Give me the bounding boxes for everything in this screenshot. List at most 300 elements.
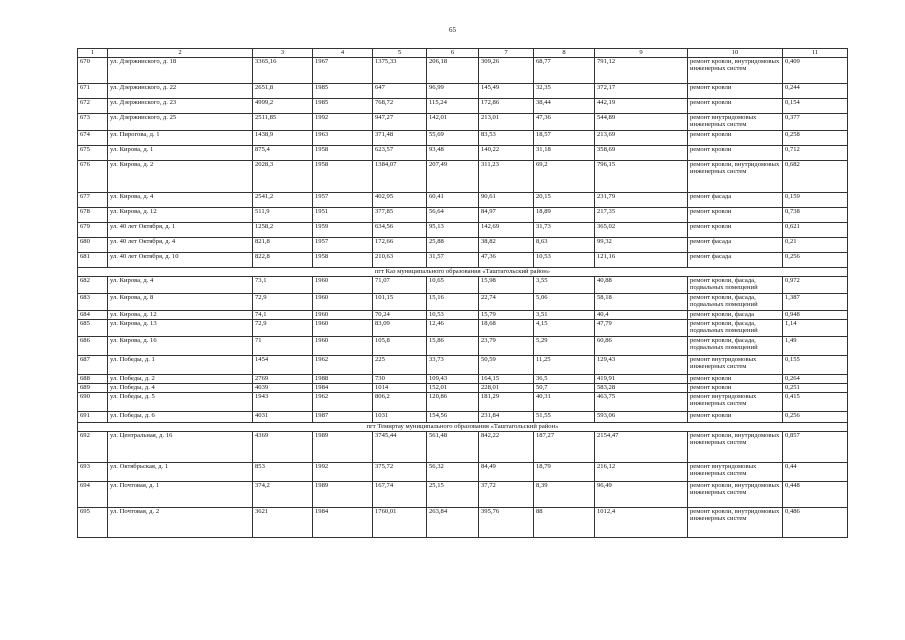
table-cell: 1014 [373, 384, 427, 393]
table-cell: 4039 [253, 384, 313, 393]
table-cell: 402,95 [373, 193, 427, 208]
table-cell: ул. Победы, д. 2 [108, 375, 253, 384]
table-cell: 672 [78, 99, 108, 114]
table-cell: 120,86 [427, 393, 479, 412]
table-cell: 74,1 [253, 311, 313, 320]
table-cell: 2541,2 [253, 193, 313, 208]
table-cell: ремонт кровли [688, 223, 783, 238]
table-cell: 0,948 [783, 311, 848, 320]
table-cell: ремонт кровли [688, 384, 783, 393]
table-cell: 358,69 [595, 146, 688, 161]
table-cell: 47,79 [595, 320, 688, 337]
table-cell: 1988 [313, 375, 373, 384]
table-cell: ремонт кровли, фасада, подвальных помещений [688, 320, 783, 337]
table-cell: 5,06 [534, 294, 595, 311]
table-cell: 93,48 [427, 146, 479, 161]
table-cell: 15,98 [479, 277, 534, 294]
table-cell: 1,49 [783, 337, 848, 356]
table-cell: 0,251 [783, 384, 848, 393]
table-cell: 140,22 [479, 146, 534, 161]
table-cell: 2651,8 [253, 84, 313, 99]
table-cell: 216,12 [595, 463, 688, 482]
column-number-cell: 7 [479, 49, 534, 58]
table-cell: 821,8 [253, 238, 313, 253]
table-cell: 1960 [313, 320, 373, 337]
table-cell: ул. Кирова, д. 12 [108, 311, 253, 320]
table-cell: 2769 [253, 375, 313, 384]
table-cell: 822,8 [253, 253, 313, 268]
table-cell: 678 [78, 208, 108, 223]
table-cell: 263,84 [427, 508, 479, 538]
table-cell: 677 [78, 193, 108, 208]
table-cell: 676 [78, 161, 108, 193]
column-number-cell: 5 [373, 49, 427, 58]
table-cell: 18,89 [534, 208, 595, 223]
table-cell: 2028,3 [253, 161, 313, 193]
table-cell: ремонт фасада [688, 253, 783, 268]
table-cell: 1384,07 [373, 161, 427, 193]
table-cell: 1992 [313, 463, 373, 482]
table-cell: ул. 40 лет Октября, д. 4 [108, 238, 253, 253]
table-cell: 90,61 [479, 193, 534, 208]
table-cell: 96,99 [427, 84, 479, 99]
table-cell: 18,68 [479, 320, 534, 337]
table-cell: ремонт кровли, внутридомовых инженерных систем [688, 482, 783, 508]
table-cell: 40,88 [595, 277, 688, 294]
table-cell: 18,79 [534, 463, 595, 482]
table-cell: 670 [78, 58, 108, 84]
table-cell: 0,159 [783, 193, 848, 208]
table-cell: 683 [78, 294, 108, 311]
table-cell: 72,9 [253, 320, 313, 337]
column-number-cell: 4 [313, 49, 373, 58]
table-cell: 309,26 [479, 58, 534, 84]
table-cell: 72,9 [253, 294, 313, 311]
table-cell: 0,21 [783, 238, 848, 253]
table-cell: ремонт кровли, фасада, подвальных помещений [688, 294, 783, 311]
table-cell: 623,57 [373, 146, 427, 161]
column-number-cell: 8 [534, 49, 595, 58]
table-cell: 15,16 [427, 294, 479, 311]
table-cell: 31,18 [534, 146, 595, 161]
table-cell: 4,15 [534, 320, 595, 337]
column-number-row [78, 49, 848, 58]
table-cell: 419,91 [595, 375, 688, 384]
table-cell: 0,256 [783, 412, 848, 423]
table-cell: 32,35 [534, 84, 595, 99]
table-row [78, 58, 848, 84]
table-row [78, 412, 848, 423]
table-cell: ул. Победы, д. 1 [108, 356, 253, 375]
table-cell: 84,49 [479, 463, 534, 482]
table-cell: 1957 [313, 238, 373, 253]
table-cell: 1031 [373, 412, 427, 423]
table-cell: 1992 [313, 114, 373, 131]
table-cell: 121,16 [595, 253, 688, 268]
table-cell: 375,72 [373, 463, 427, 482]
table-cell: ул. Кирова, д. 16 [108, 337, 253, 356]
table-cell: 0,409 [783, 58, 848, 84]
column-number-cell: 10 [688, 49, 783, 58]
table-cell: 2511,85 [253, 114, 313, 131]
table-cell: 442,19 [595, 99, 688, 114]
table-cell: ул. Кирова, д. 4 [108, 193, 253, 208]
table-cell: 1959 [313, 223, 373, 238]
table-cell: 38,82 [479, 238, 534, 253]
table-cell: ремонт кровли [688, 99, 783, 114]
table-row [78, 337, 848, 356]
table-cell: 675 [78, 146, 108, 161]
table-cell: 40,31 [534, 393, 595, 412]
table-cell: ремонт кровли, внутридомовых инженерных систем [688, 58, 783, 84]
table-row [78, 294, 848, 311]
table-cell: 23,79 [479, 337, 534, 356]
column-number-cell: 2 [108, 49, 253, 58]
table-cell: 1,387 [783, 294, 848, 311]
table-cell: ул. Октябрьская, д. 1 [108, 463, 253, 482]
table-row [78, 238, 848, 253]
table-cell: 70,24 [373, 311, 427, 320]
table-cell: 145,49 [479, 84, 534, 99]
table-cell: 694 [78, 482, 108, 508]
table-cell: 167,74 [373, 482, 427, 508]
table-cell: 10,53 [534, 253, 595, 268]
table-cell: ремонт кровли [688, 412, 783, 423]
table-row [78, 114, 848, 131]
table-cell: 50,7 [534, 384, 595, 393]
table-cell: 1375,33 [373, 58, 427, 84]
table-cell: 768,72 [373, 99, 427, 114]
table-cell: 395,76 [479, 508, 534, 538]
table-cell: 31,57 [427, 253, 479, 268]
table-row [78, 311, 848, 320]
table-cell: ремонт фасада [688, 193, 783, 208]
table-cell: 0,486 [783, 508, 848, 538]
table-cell: ул. Дзержинского, д. 22 [108, 84, 253, 99]
table-cell: ремонт кровли, фасада, подвальных помещений [688, 277, 783, 294]
table-cell: 83,53 [479, 131, 534, 146]
table-cell: 1258,2 [253, 223, 313, 238]
table-cell: 947,27 [373, 114, 427, 131]
table-cell: 853 [253, 463, 313, 482]
table-cell: 511,9 [253, 208, 313, 223]
table-cell: 875,4 [253, 146, 313, 161]
table-cell: 0,44 [783, 463, 848, 482]
table-cell: 1960 [313, 294, 373, 311]
column-number-cell: 11 [783, 49, 848, 58]
table-cell: 684 [78, 311, 108, 320]
table-cell: 693 [78, 463, 108, 482]
table-cell: 1958 [313, 253, 373, 268]
table-row [78, 223, 848, 238]
table-cell: 213,01 [479, 114, 534, 131]
table-cell: 647 [373, 84, 427, 99]
table-cell: 228,01 [479, 384, 534, 393]
table-row [78, 277, 848, 294]
table-cell: 0,712 [783, 146, 848, 161]
table-cell: 10,65 [427, 277, 479, 294]
table-cell: 0,857 [783, 432, 848, 463]
table-cell: 1985 [313, 99, 373, 114]
table-cell: 105,8 [373, 337, 427, 356]
table-cell: ремонт фасада [688, 238, 783, 253]
table-row [78, 393, 848, 412]
table-cell: 181,29 [479, 393, 534, 412]
table-cell: 4031 [253, 412, 313, 423]
table-cell: 56,64 [427, 208, 479, 223]
table-cell: 60,86 [595, 337, 688, 356]
table-row [78, 384, 848, 393]
table-cell: ул. Кирова, д. 13 [108, 320, 253, 337]
table-cell: 3,51 [534, 311, 595, 320]
table-cell: 142,01 [427, 114, 479, 131]
table-cell: ремонт кровли, фасада, подвальных помещений [688, 337, 783, 356]
table-cell: 142,69 [479, 223, 534, 238]
table-cell: 690 [78, 393, 108, 412]
section-title: пгт Каз муниципального образования «Таштагольский район» [78, 268, 848, 277]
table-cell: 51,55 [534, 412, 595, 423]
table-cell: 673 [78, 114, 108, 131]
table-cell: ул. Победы, д. 5 [108, 393, 253, 412]
table-row [78, 146, 848, 161]
table-cell: 3,55 [534, 277, 595, 294]
table-cell: ул. Кирова, д. 4 [108, 277, 253, 294]
table-cell: ул. 40 лет Октября, д. 10 [108, 253, 253, 268]
table-cell: 689 [78, 384, 108, 393]
table-cell: ремонт внутридомовых инженерных систем [688, 393, 783, 412]
table-cell: 154,56 [427, 412, 479, 423]
table-cell: 796,15 [595, 161, 688, 193]
table-cell: 680 [78, 238, 108, 253]
table-cell: 371,48 [373, 131, 427, 146]
table-cell: 129,43 [595, 356, 688, 375]
table-cell: 1987 [313, 412, 373, 423]
table-cell: 1958 [313, 146, 373, 161]
table-cell: 71,07 [373, 277, 427, 294]
table-row [78, 482, 848, 508]
table-cell: 0,621 [783, 223, 848, 238]
table-cell: 217,35 [595, 208, 688, 223]
table-cell: ремонт кровли [688, 375, 783, 384]
table-cell: 593,06 [595, 412, 688, 423]
table-cell: 1957 [313, 193, 373, 208]
table-row [78, 432, 848, 463]
table-cell: 68,77 [534, 58, 595, 84]
table-cell: 686 [78, 337, 108, 356]
table-cell: 231,79 [595, 193, 688, 208]
table-cell: 1962 [313, 393, 373, 412]
table-row [78, 161, 848, 193]
table-cell: 25,88 [427, 238, 479, 253]
table-cell: 58,18 [595, 294, 688, 311]
table-cell: ремонт кровли [688, 146, 783, 161]
table-cell: 225 [373, 356, 427, 375]
table-cell: 0,258 [783, 131, 848, 146]
table-cell: 842,22 [479, 432, 534, 463]
table-cell: 36,5 [534, 375, 595, 384]
table-cell: 172,66 [373, 238, 427, 253]
table-cell: 31,73 [534, 223, 595, 238]
table-cell: 187,27 [534, 432, 595, 463]
table-row [78, 320, 848, 337]
table-cell: ул. Кирова, д. 1 [108, 146, 253, 161]
table-cell: 681 [78, 253, 108, 268]
table-cell: ремонт кровли [688, 84, 783, 99]
table-cell: 1984 [313, 508, 373, 538]
table-cell: 56,32 [427, 463, 479, 482]
table-row [78, 208, 848, 223]
table-cell: ул. 40 лет Октября, д. 1 [108, 223, 253, 238]
table-cell: ул. Почтовая, д. 2 [108, 508, 253, 538]
table-cell: 96,49 [595, 482, 688, 508]
table-cell: 95,13 [427, 223, 479, 238]
table-row [78, 356, 848, 375]
table-cell: 109,43 [427, 375, 479, 384]
table-cell: 115,24 [427, 99, 479, 114]
table-cell: 83,09 [373, 320, 427, 337]
table-cell: 231,84 [479, 412, 534, 423]
table-cell: 692 [78, 432, 108, 463]
table-cell: ремонт внутридомовых инженерных систем [688, 463, 783, 482]
table-cell: ремонт кровли [688, 208, 783, 223]
table-body [78, 49, 848, 538]
column-number-cell: 1 [78, 49, 108, 58]
table-cell: 18,57 [534, 131, 595, 146]
table-row [78, 463, 848, 482]
table-cell: 55,69 [427, 131, 479, 146]
table-cell: 1760,01 [373, 508, 427, 538]
table-cell: 583,28 [595, 384, 688, 393]
table-cell: 12,46 [427, 320, 479, 337]
table-cell: 99,32 [595, 238, 688, 253]
table-cell: 88 [534, 508, 595, 538]
table-cell: 1984 [313, 384, 373, 393]
table-cell: ремонт кровли, внутридомовых инженерных систем [688, 508, 783, 538]
table-cell: 3621 [253, 508, 313, 538]
table-cell: 1963 [313, 131, 373, 146]
table-cell: 47,36 [479, 253, 534, 268]
table-cell: 69,2 [534, 161, 595, 193]
page-number: 65 [449, 26, 456, 34]
table-cell: 791,12 [595, 58, 688, 84]
table-row [78, 84, 848, 99]
column-number-cell: 6 [427, 49, 479, 58]
table-cell: 0,738 [783, 208, 848, 223]
table-row [78, 193, 848, 208]
table-cell: ул. Победы, д. 6 [108, 412, 253, 423]
table-cell: 695 [78, 508, 108, 538]
table-cell: 38,44 [534, 99, 595, 114]
table-cell: ремонт кровли [688, 131, 783, 146]
table-cell: 73,1 [253, 277, 313, 294]
table-cell: 1989 [313, 432, 373, 463]
table-cell: 84,97 [479, 208, 534, 223]
table-cell: 4369 [253, 432, 313, 463]
table-cell: 15,86 [427, 337, 479, 356]
table-cell: 20,15 [534, 193, 595, 208]
table-cell: 213,69 [595, 131, 688, 146]
table-cell: 25,15 [427, 482, 479, 508]
table-cell: 101,15 [373, 294, 427, 311]
table-cell: ул. Кирова, д. 8 [108, 294, 253, 311]
table-cell: 1960 [313, 277, 373, 294]
table-cell: ремонт внутридомовых инженерных систем [688, 356, 783, 375]
table-cell: 544,89 [595, 114, 688, 131]
table-cell: 377,85 [373, 208, 427, 223]
table-cell: 2154,47 [595, 432, 688, 463]
table-row [78, 508, 848, 538]
table-cell: 1989 [313, 482, 373, 508]
table-row [78, 253, 848, 268]
table-cell: 1943 [253, 393, 313, 412]
table-cell: 0,155 [783, 356, 848, 375]
table-cell: 0,264 [783, 375, 848, 384]
table-cell: 40,4 [595, 311, 688, 320]
table-cell: ул. Дзержинского, д. 25 [108, 114, 253, 131]
table-cell: 806,2 [373, 393, 427, 412]
table-cell: 374,2 [253, 482, 313, 508]
section-header-row [78, 423, 848, 432]
table-cell: ул. Пирогова, д. 1 [108, 131, 253, 146]
column-number-cell: 3 [253, 49, 313, 58]
table-row [78, 99, 848, 114]
table-cell: 15,79 [479, 311, 534, 320]
table-cell: 674 [78, 131, 108, 146]
table-cell: 1960 [313, 311, 373, 320]
table-cell: 4999,2 [253, 99, 313, 114]
table-cell: 22,74 [479, 294, 534, 311]
table-cell: ремонт внутридомовых инженерных систем [688, 114, 783, 131]
repair-register-table [77, 48, 848, 538]
table-cell: 685 [78, 320, 108, 337]
table-cell: 0,415 [783, 393, 848, 412]
table-cell: 688 [78, 375, 108, 384]
table-cell: 0,377 [783, 114, 848, 131]
table-cell: 1951 [313, 208, 373, 223]
table-cell: 1454 [253, 356, 313, 375]
table-cell: ул. Кирова, д. 2 [108, 161, 253, 193]
table-cell: 206,18 [427, 58, 479, 84]
table-row [78, 131, 848, 146]
table-cell: 687 [78, 356, 108, 375]
table-cell: ремонт кровли, внутридомовых инженерных систем [688, 432, 783, 463]
table-cell: 164,15 [479, 375, 534, 384]
table-cell: 8,39 [534, 482, 595, 508]
table-cell: 365,02 [595, 223, 688, 238]
table-cell: 1438,9 [253, 131, 313, 146]
table-cell: 691 [78, 412, 108, 423]
table-cell: 172,86 [479, 99, 534, 114]
table-cell: 71 [253, 337, 313, 356]
table-row [78, 375, 848, 384]
table-cell: ул. Кирова, д. 12 [108, 208, 253, 223]
table-cell: 47,36 [534, 114, 595, 131]
table-cell: ул. Победы, д. 4 [108, 384, 253, 393]
section-title: пгт Темиртау муниципального образования «Таштагольский район» [78, 423, 848, 432]
table-cell: 1,14 [783, 320, 848, 337]
table-cell: 1958 [313, 161, 373, 193]
table-cell: 1985 [313, 84, 373, 99]
table-cell: 682 [78, 277, 108, 294]
table-cell: 33,73 [427, 356, 479, 375]
table-cell: 8,63 [534, 238, 595, 253]
table-cell: 0,244 [783, 84, 848, 99]
section-header-row [78, 268, 848, 277]
table-cell: 50,59 [479, 356, 534, 375]
table-cell: 5,29 [534, 337, 595, 356]
table-cell: 634,56 [373, 223, 427, 238]
table-cell: 463,75 [595, 393, 688, 412]
